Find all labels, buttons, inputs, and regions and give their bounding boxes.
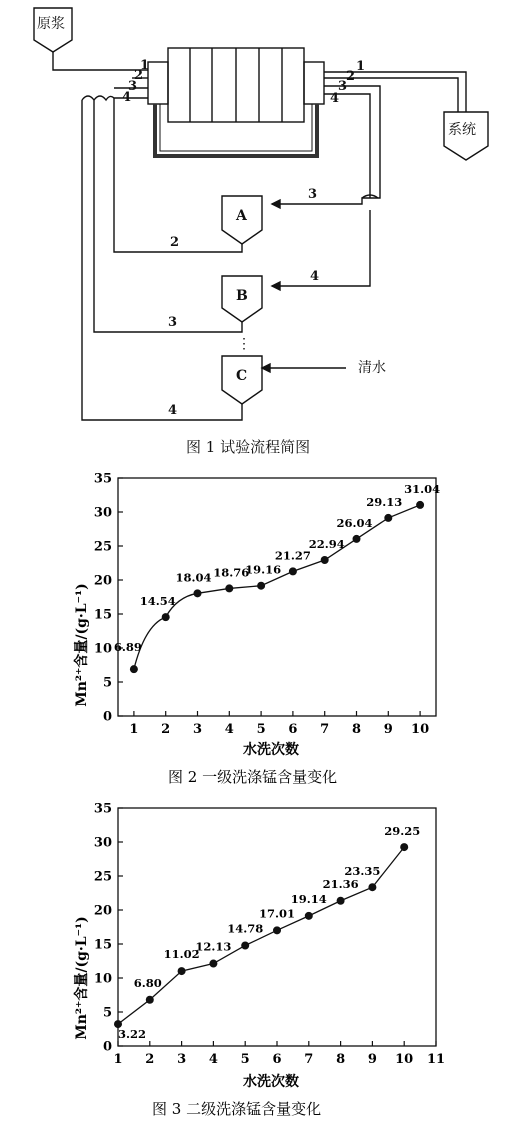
data-point <box>368 883 376 891</box>
figure1-flow-diagram <box>0 0 532 462</box>
data-label: 17.01 <box>258 906 296 921</box>
figure2-chart <box>0 462 532 792</box>
x-tick-label: 3 <box>177 1052 187 1067</box>
data-label: 29.13 <box>366 494 403 509</box>
line-num-right-1: 1 <box>356 59 366 74</box>
data-point <box>162 613 170 621</box>
x-tick-label: 7 <box>304 1052 314 1067</box>
x-tick-label: 4 <box>208 1052 218 1067</box>
figure3-chart <box>0 792 532 1132</box>
x-tick-label: 6 <box>288 722 298 737</box>
data-point <box>400 843 408 851</box>
press-right-head <box>304 62 324 104</box>
line-num-from-b: 3 <box>168 315 178 330</box>
y-tick-label: 25 <box>93 869 112 885</box>
data-label: 6.80 <box>133 975 162 990</box>
data-label: 29.25 <box>384 824 421 839</box>
data-point <box>146 996 154 1004</box>
ellipsis-mark: ⋮ <box>237 336 251 352</box>
data-point <box>384 514 392 522</box>
line-num-left-1: 1 <box>140 58 150 73</box>
y-tick-label: 20 <box>93 573 112 589</box>
system-label: 系统 <box>448 122 476 138</box>
data-point <box>321 556 329 564</box>
clear-water-label: 清水 <box>358 360 386 376</box>
data-point <box>353 535 361 543</box>
data-point <box>273 926 281 934</box>
data-label: 18.04 <box>175 570 212 585</box>
x-tick-label: 10 <box>411 722 430 737</box>
line-num-from-c: 4 <box>168 403 178 418</box>
data-label: 21.27 <box>274 548 311 563</box>
line-num-right-2: 2 <box>346 69 356 84</box>
data-label: 31.04 <box>404 481 441 496</box>
x-tick-label: 10 <box>395 1052 414 1067</box>
data-label: 23.35 <box>344 864 381 879</box>
x-tick-label: 4 <box>224 722 234 737</box>
data-point <box>130 665 138 673</box>
raw-slurry-label: 原浆 <box>37 16 65 32</box>
data-label: 3.22 <box>117 1027 147 1042</box>
data-point <box>178 967 186 975</box>
series-line <box>134 505 420 669</box>
data-label: 12.13 <box>195 939 232 954</box>
y-tick-label: 5 <box>102 1005 112 1021</box>
x-tick-label: 9 <box>383 722 393 737</box>
data-label: 26.04 <box>336 515 373 530</box>
x-tick-label: 5 <box>256 722 266 737</box>
x-tick-label: 1 <box>129 722 139 737</box>
data-label: 19.16 <box>245 562 282 577</box>
right-line-4 <box>324 94 370 198</box>
data-point <box>225 584 233 592</box>
right-line-3 <box>272 86 380 204</box>
y-tick-label: 15 <box>93 607 112 623</box>
line-num-left-3: 3 <box>128 79 138 94</box>
figure1-caption: 图 1 试验流程简图 <box>186 438 311 456</box>
line-num-from-a: 2 <box>170 235 180 250</box>
figure2-caption: 图 2 一级洗涤锰含量变化 <box>168 768 338 786</box>
x-tick-label: 11 <box>426 1052 446 1067</box>
data-label: 22.94 <box>308 537 345 552</box>
figure2-ylabel: Mn²⁺含量/(g·L⁻¹) <box>74 583 90 707</box>
return-line-2 <box>114 98 242 252</box>
figure3-caption: 图 3 二级洗涤锰含量变化 <box>152 1100 322 1118</box>
data-label: 6.89 <box>113 640 142 655</box>
x-tick-label: 8 <box>336 1052 346 1067</box>
x-tick-label: 8 <box>351 722 362 737</box>
data-point <box>257 582 265 590</box>
line-num-right-4: 4 <box>330 91 340 106</box>
x-tick-label: 5 <box>240 1052 250 1067</box>
y-tick-label: 20 <box>93 903 112 919</box>
y-tick-label: 15 <box>93 937 112 953</box>
press-left-head <box>148 62 168 104</box>
line-num-to-a: 3 <box>308 187 318 202</box>
y-tick-label: 25 <box>93 539 112 555</box>
line-num-left-4: 4 <box>122 90 132 105</box>
x-tick-label: 7 <box>320 722 330 737</box>
x-tick-label: 9 <box>367 1052 377 1067</box>
line-num-right-3: 3 <box>338 79 348 94</box>
tank-c-label: C <box>236 368 248 384</box>
data-point <box>289 567 297 575</box>
data-label: 14.54 <box>139 594 176 609</box>
data-point <box>305 912 313 920</box>
figure2-xlabel: 水洗次数 <box>243 742 299 758</box>
return-line-4 <box>82 100 242 420</box>
data-point <box>416 501 424 509</box>
data-label: 19.14 <box>290 891 327 906</box>
figure3-ylabel: Mn²⁺含量/(g·L⁻¹) <box>74 916 90 1040</box>
y-tick-label: 35 <box>93 471 112 487</box>
return-line-3 <box>94 100 242 332</box>
data-point <box>241 941 249 949</box>
line-num-left-2: 2 <box>134 68 144 83</box>
x-tick-label: 1 <box>113 1052 123 1067</box>
figure3-xlabel: 水洗次数 <box>243 1074 299 1090</box>
y-tick-label: 30 <box>93 505 112 521</box>
data-label: 11.02 <box>163 947 200 962</box>
data-label: 18.76 <box>213 565 250 580</box>
data-point <box>209 960 217 968</box>
x-tick-label: 2 <box>145 1052 155 1067</box>
y-tick-label: 10 <box>93 641 112 657</box>
data-point <box>194 589 202 597</box>
x-tick-label: 3 <box>192 722 203 737</box>
tank-b-label: B <box>236 288 248 304</box>
y-tick-label: 30 <box>93 835 112 851</box>
y-tick-label: 5 <box>102 675 112 691</box>
x-tick-label: 2 <box>161 722 171 737</box>
y-tick-label: 0 <box>102 709 112 725</box>
data-point <box>337 897 345 905</box>
y-tick-label: 10 <box>93 971 112 987</box>
y-tick-label: 0 <box>102 1039 112 1055</box>
data-label: 14.78 <box>227 921 264 936</box>
tank-a-label: A <box>236 208 247 224</box>
data-label: 21.36 <box>322 876 359 891</box>
line-num-to-b: 4 <box>310 269 320 284</box>
y-tick-label: 35 <box>93 801 112 817</box>
x-tick-label: 6 <box>272 1052 282 1067</box>
